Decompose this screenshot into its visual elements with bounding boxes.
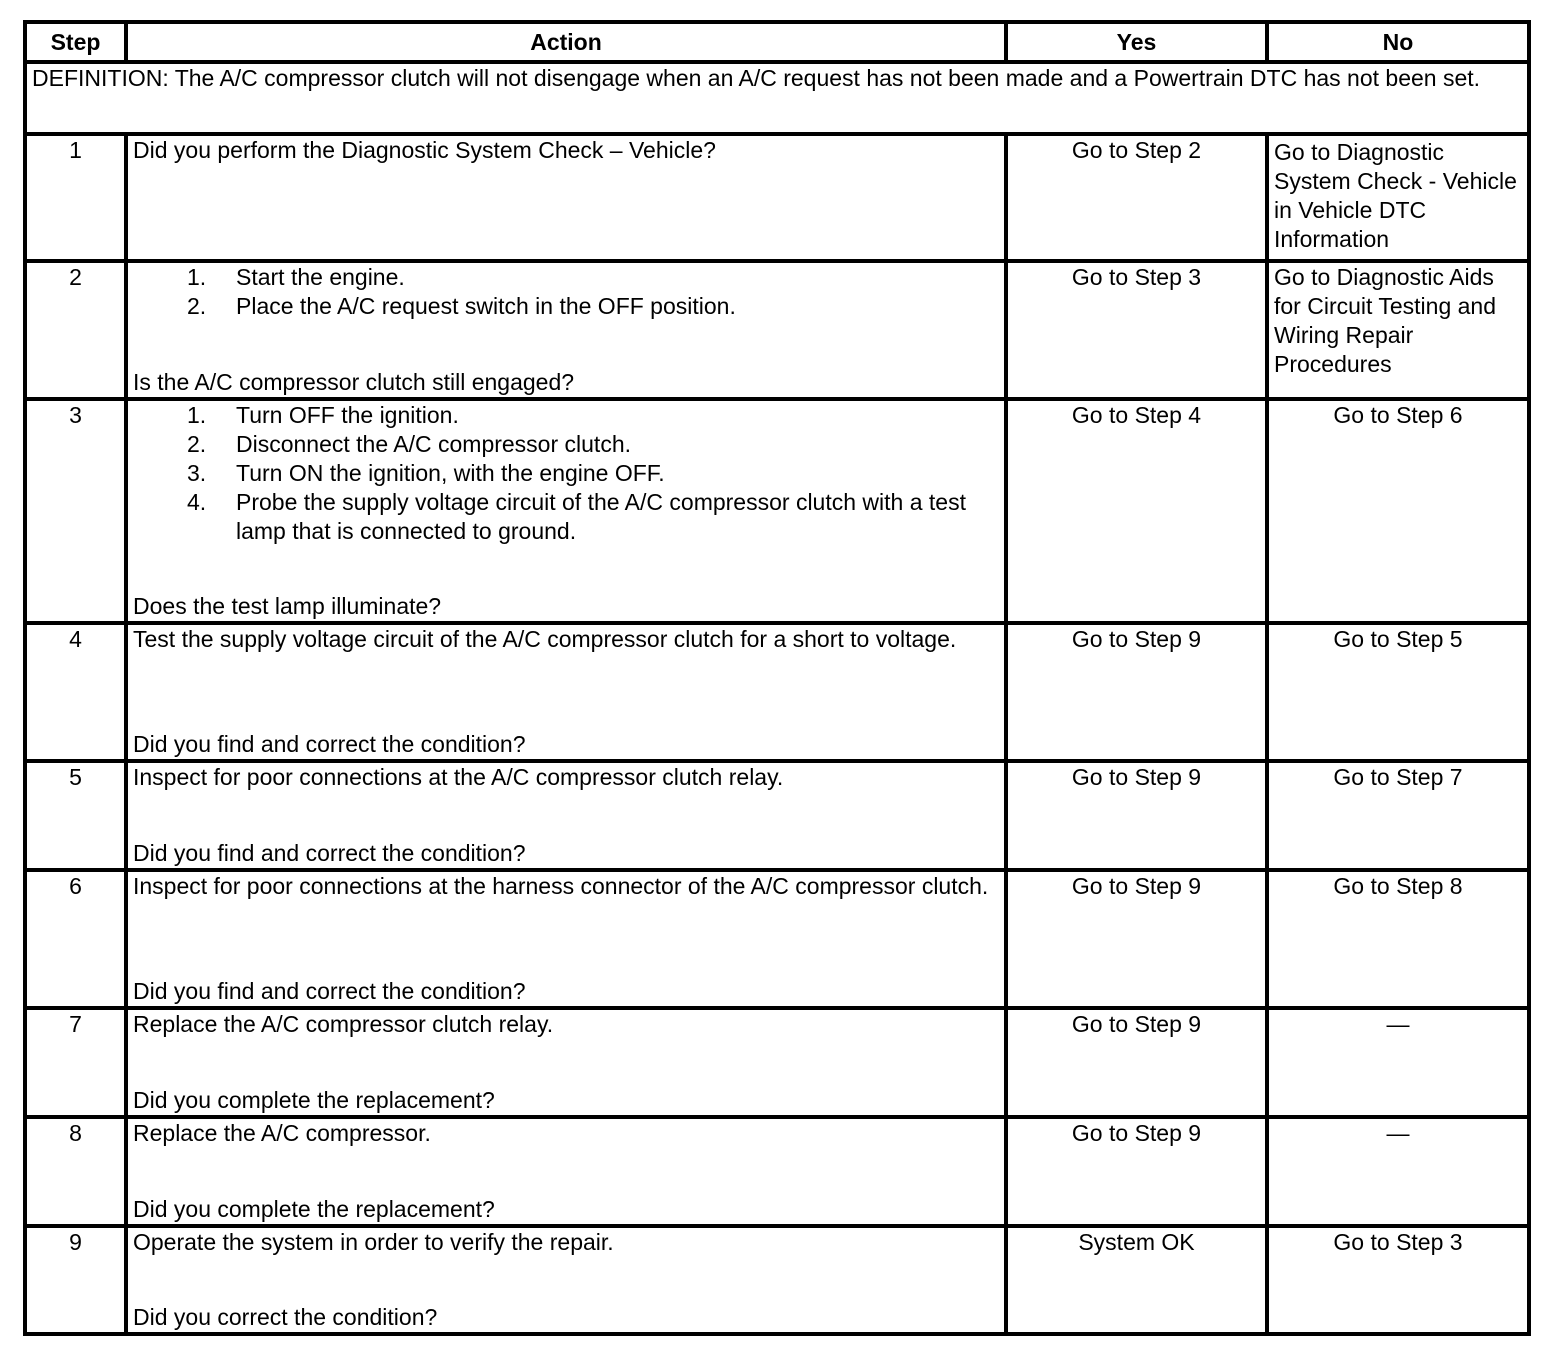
header-no: No <box>1267 22 1529 62</box>
step-number: 1 <box>25 134 126 261</box>
diagnostic-table <box>23 20 1531 1336</box>
instruction-list <box>133 263 999 321</box>
no-cell: Go to Step 7 <box>1267 761 1529 870</box>
table-row <box>25 1008 1529 1117</box>
yes-cell: Go to Step 9 <box>1006 761 1267 870</box>
action-text: Operate the system in order to verify the repair. <box>133 1229 614 1255</box>
action-question: Is the A/C compressor clutch still engaged? <box>133 369 575 395</box>
yes-cell: Go to Step 2 <box>1006 134 1267 261</box>
no-cell: — <box>1267 1008 1529 1117</box>
yes-cell: System OK <box>1006 1226 1267 1334</box>
list-item: 1. Turn OFF the ignition. <box>187 402 459 428</box>
yes-cell: Go to Step 9 <box>1006 1008 1267 1117</box>
action-question: Did you correct the condition? <box>133 1304 438 1330</box>
action-question: Did you find and correct the condition? <box>133 840 526 866</box>
header-yes: Yes <box>1006 22 1267 62</box>
step-number: 4 <box>25 623 126 761</box>
definition-text: DEFINITION: The A/C compressor clutch will not disengage when an A/C request has not been made and a Powertrain DTC has not been set. <box>25 62 1529 134</box>
action-cell <box>126 623 1006 761</box>
action-question: Did you find and correct the condition? <box>133 731 526 757</box>
no-cell: Go to Diagnostic System Check - Vehicle in Vehicle DTC Information <box>1267 134 1529 261</box>
definition-row <box>25 62 1529 134</box>
yes-cell: Go to Step 4 <box>1006 399 1267 623</box>
action-cell <box>126 399 1006 623</box>
list-item: 1. Start the engine. <box>187 264 405 290</box>
action-text: Inspect for poor connections at the A/C compressor clutch relay. <box>133 764 784 790</box>
no-cell: Go to Diagnostic Aids for Circuit Testing and Wiring Repair Procedures <box>1267 261 1529 399</box>
step-number: 8 <box>25 1117 126 1226</box>
step-number: 6 <box>25 870 126 1008</box>
header-row <box>25 22 1529 62</box>
action-question: Does the test lamp illuminate? <box>133 593 442 619</box>
header-step: Step <box>25 22 126 62</box>
step-number: 7 <box>25 1008 126 1117</box>
action-question: Did you complete the replacement? <box>133 1087 495 1113</box>
table-row <box>25 399 1529 623</box>
no-cell: Go to Step 5 <box>1267 623 1529 761</box>
yes-cell: Go to Step 9 <box>1006 870 1267 1008</box>
list-item: 2. Disconnect the A/C compressor clutch. <box>187 431 631 457</box>
header-action: Action <box>126 22 1006 62</box>
step-number: 9 <box>25 1226 126 1334</box>
table-row <box>25 623 1529 761</box>
action-cell <box>126 1226 1006 1334</box>
action-text: Test the supply voltage circuit of the A/C compressor clutch for a short to voltage. <box>133 626 957 652</box>
yes-cell: Go to Step 3 <box>1006 261 1267 399</box>
table-row <box>25 261 1529 399</box>
no-cell: Go to Step 3 <box>1267 1226 1529 1334</box>
table-row <box>25 1117 1529 1226</box>
action-cell <box>126 870 1006 1008</box>
step-number: 3 <box>25 399 126 623</box>
list-item: 3. Turn ON the ignition, with the engine OFF. <box>187 460 665 486</box>
action-text: Inspect for poor connections at the harness connector of the A/C compressor clutch. <box>133 873 989 899</box>
table-row <box>25 1226 1529 1334</box>
list-item: 2. Place the A/C request switch in the OFF position. <box>187 293 736 319</box>
no-cell: Go to Step 8 <box>1267 870 1529 1008</box>
action-cell <box>126 1117 1006 1226</box>
table-row <box>25 134 1529 261</box>
action-cell <box>126 134 1006 261</box>
action-cell <box>126 1008 1006 1117</box>
step-number: 2 <box>25 261 126 399</box>
action-cell <box>126 761 1006 870</box>
table-row <box>25 870 1529 1008</box>
action-question: Did you find and correct the condition? <box>133 978 526 1004</box>
list-item: 4. Probe the supply voltage circuit of the A/C compressor clutch with a test lamp that is connected to ground. <box>187 489 966 544</box>
no-cell: Go to Step 6 <box>1267 399 1529 623</box>
yes-cell: Go to Step 9 <box>1006 623 1267 761</box>
action-text: Replace the A/C compressor clutch relay. <box>133 1011 554 1037</box>
instruction-list <box>133 401 999 546</box>
table-row <box>25 761 1529 870</box>
step-number: 5 <box>25 761 126 870</box>
action-cell <box>126 261 1006 399</box>
no-cell: — <box>1267 1117 1529 1226</box>
action-question: Did you complete the replacement? <box>133 1196 495 1222</box>
yes-cell: Go to Step 9 <box>1006 1117 1267 1226</box>
action-text: Replace the A/C compressor. <box>133 1120 431 1146</box>
action-text: Did you perform the Diagnostic System Check – Vehicle? <box>133 137 716 163</box>
